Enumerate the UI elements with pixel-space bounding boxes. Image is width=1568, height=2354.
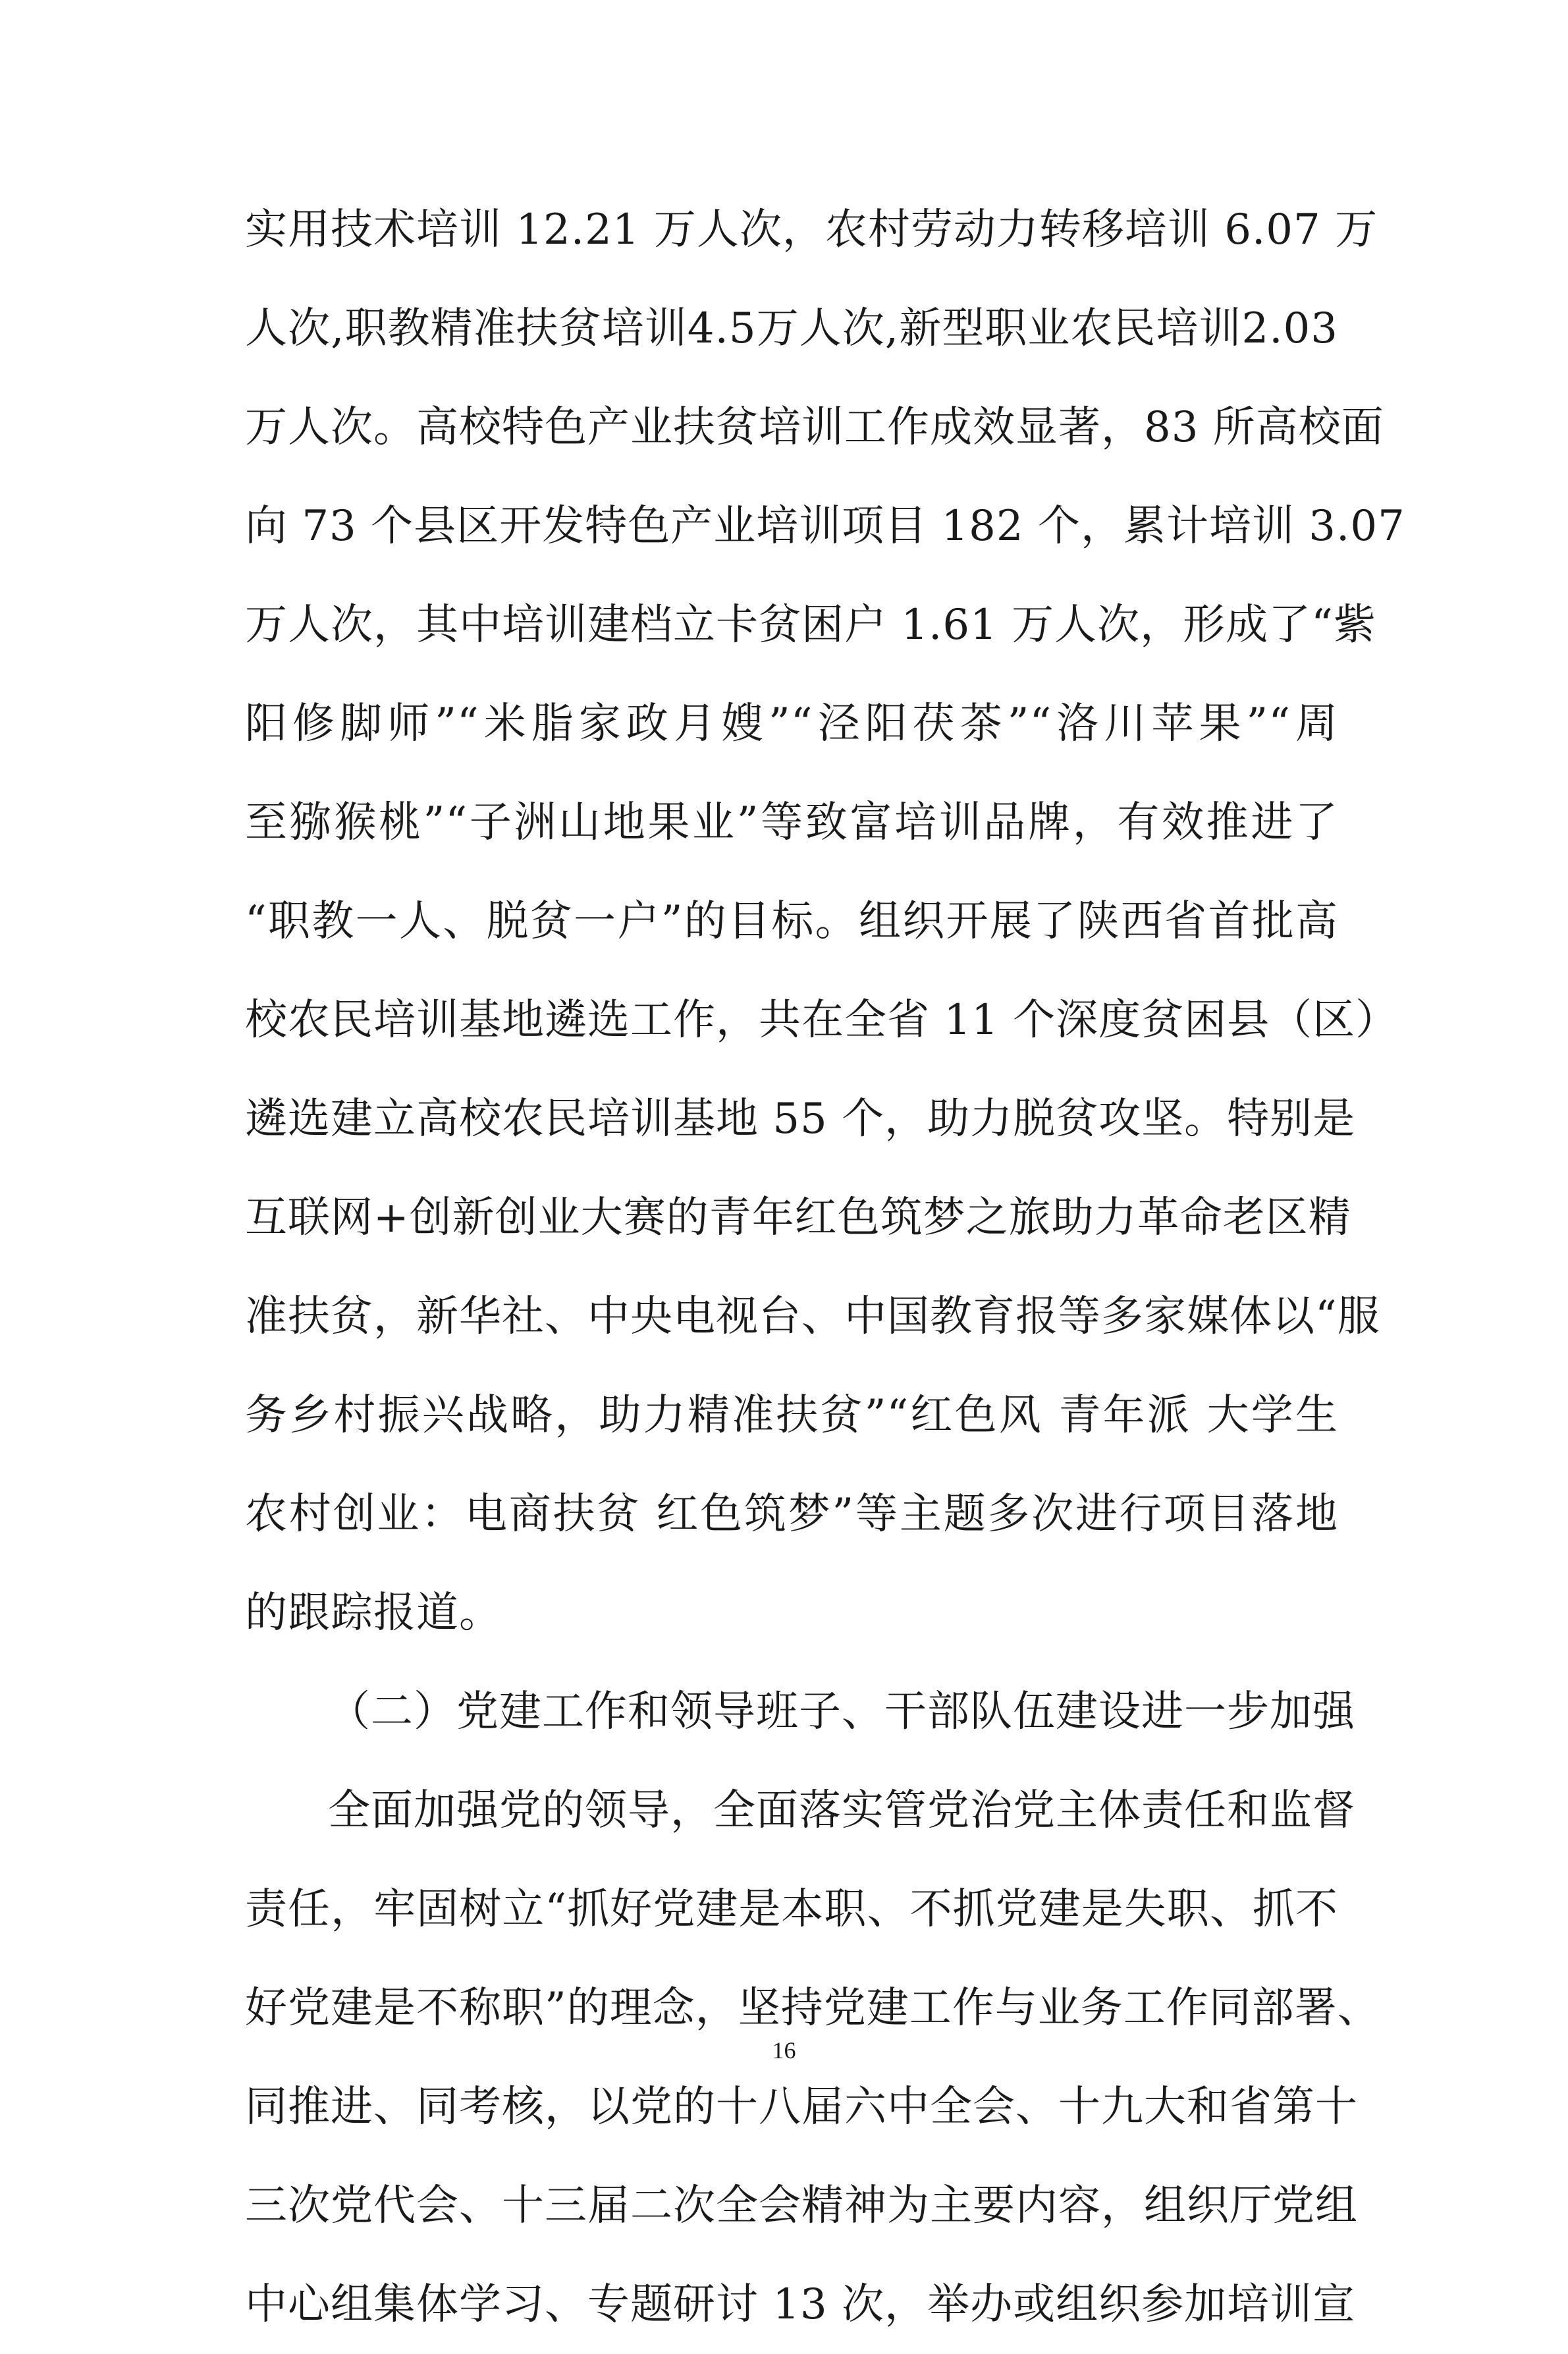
text-line: 至猕猴桃”“子洲山地果业”等致富培训品牌，有效推进了 (245, 798, 1338, 847)
text-line: 万人次。高校特色产业扶贫培训工作成效显著，83 所高校面 (245, 403, 1384, 452)
text-line: 阳修脚师”“米脂家政月嫂”“泾阳茯茶”“洛川苹果”“周 (245, 699, 1338, 748)
text-line: 好党建是不称职”的理念，坚持党建工作与业务工作同部署、 (245, 1984, 1380, 2033)
text-line: 中心组集体学习、专题研讨 13 次，举办或组织参加培训宣 (245, 2280, 1356, 2329)
text-line: 校农民培训基地遴选工作，共在全省 11 个深度贫困县（区） (245, 996, 1399, 1045)
text-line: 务乡村振兴战略，助力精准扶贫”“红色风 青年派 大学生 (245, 1391, 1338, 1440)
text-line: 同推进、同考核，以党的十八届六中全会、十九大和省第十 (245, 2083, 1358, 2131)
page-number: 16 (772, 2037, 796, 2064)
text-line: 人次,职教精准扶贫培训4.5万人次,新型职业农民培训2.03 (245, 304, 1338, 353)
text-line: 的跟踪报道。 (245, 1589, 502, 1637)
text-line: 万人次，其中培训建档立卡贫困户 1.61 万人次，形成了“紫 (245, 601, 1376, 649)
text-line: 遴选建立高校农民培训基地 55 个，助力脱贫攻坚。特别是 (245, 1095, 1356, 1143)
text-line: 农村创业：电商扶贫 红色筑梦”等主题多次进行项目落地 (245, 1490, 1338, 1539)
text-line: 责任，牢固树立“抓好党建是本职、不抓党建是失职、抓不 (245, 1885, 1338, 1934)
body-text (245, 180, 1405, 2354)
text-line: 互联网+创新创业大赛的青年红色筑梦之旅助力革命老区精 (245, 1193, 1351, 1242)
text-line: 实用技术培训 12.21 万人次，农村劳动力转移培训 6.07 万 (245, 205, 1378, 254)
text-line: 向 73 个县区开发特色产业培训项目 182 个，累计培训 3.07 (245, 502, 1405, 551)
text-line: “职教一人、脱贫一户”的目标。组织开展了陕西省首批高 (245, 897, 1338, 946)
text-line: 全面加强党的领导，全面落实管党治党主体责任和监督 (328, 1786, 1355, 1835)
text-line: 准扶贫，新华社、中央电视台、中国教育报等多家媒体以“服 (245, 1292, 1380, 1341)
section-heading: （二）党建工作和领导班子、干部队伍建设进一步加强 (328, 1687, 1355, 1736)
text-line: 三次党代会、十三届二次全会精神为主要内容，组织厅党组 (245, 2181, 1358, 2230)
